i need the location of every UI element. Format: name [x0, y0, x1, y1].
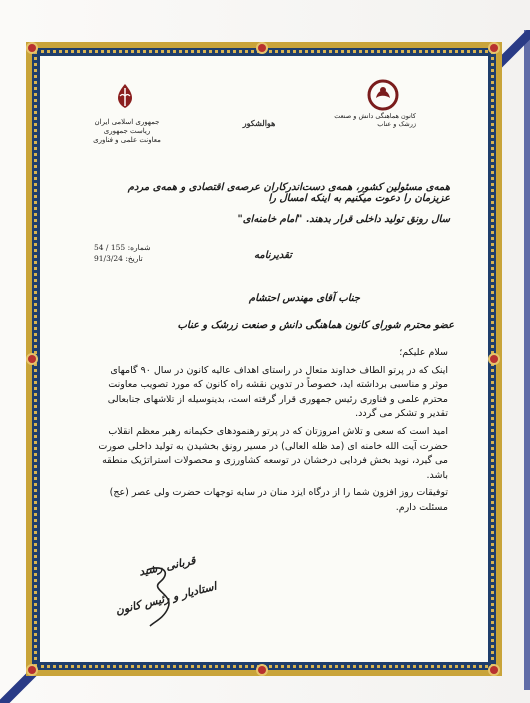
date-value: 91/3/24 — [94, 254, 123, 263]
letter-body — [92, 346, 448, 519]
number-value: 155 / 54 — [94, 243, 126, 252]
ornament-icon — [490, 44, 498, 52]
greeting: سلام علیکم؛ — [399, 347, 448, 358]
document-meta — [94, 242, 182, 264]
body-paragraph-3: توفیقات روز افزون شما را از درگاه ایزد منان در سایه توجهات حضرت ولی عصر (عج) مسئلت دارم. — [109, 487, 448, 513]
association-name: کانون هماهنگی دانش و صنعت زرشک و عناب — [334, 112, 416, 128]
number-label: شماره: — [127, 243, 151, 252]
country-line: جمهوری اسلامی ایران — [94, 118, 160, 126]
addressee-role: عضو محترم شورای کانون هماهنگی دانش و صنعت زرشک و عناب — [177, 320, 454, 331]
ornament-icon — [258, 44, 266, 52]
ornament-icon — [28, 355, 36, 363]
body-paragraph-2: امید است که سعی و تلاش امروزتان که در پرتو رهنمودهای حکیمانه رهبر معظم انقلاب حضرت آیت الله خامنه ای (مد ظله العالی) در مسیر رونق بخشیدن به تولید داخلی صورت می گیرد، نوید بخش فردایی درخشان در توسعه کشاورزی و محصولات استراتژیک منطقه باشد. — [98, 425, 448, 481]
ornament-icon — [490, 355, 498, 363]
ornament-icon — [28, 666, 36, 674]
number-row — [94, 242, 182, 253]
signatory-title: استادیار و رئیس کانون — [114, 579, 218, 618]
body-paragraph-1: اینک که در پرتو الطاف خداوند متعال در راستای اهداف عالیه کانون در سال ۹۰ گامهای موثر و مناسبی برداشته اید، خصوصاً در تدوین نقشه راه کانون که مورد تصویب معاونت محترم علمی و فناوری رئیس جمهوری قرار گرفته است، بدینوسیله از تلاشهای جنابعالی تقدیر و تشکر می گردد. — [107, 364, 448, 420]
deputy-line: معاونت علمی و فناوری — [93, 136, 161, 144]
presidency-line: ریاست جمهوری — [103, 127, 151, 135]
header-invocation: هوالشکور — [242, 118, 276, 128]
addressee-name: جناب آقای مهندس احتشام — [248, 293, 360, 304]
certificate-title: تقدیرنامه — [254, 250, 292, 261]
blue-folder-edge — [524, 30, 530, 690]
ornament-icon — [28, 44, 36, 52]
ornament-icon — [490, 666, 498, 674]
intro-line-1: همه‌ی مسئولین کشور، همه‌ی دست‌اندرکاران عرصه‌ی اقتصادی و همه‌ی مردم عزیزمان را دعوت میکنیم به اینکه امسال را — [127, 182, 450, 204]
signatory-name: قربانی رشید — [137, 553, 197, 579]
intro-line-2: سال رونق تولید داخلی قرار بدهند. "امام خامنه‌ای" — [237, 214, 450, 225]
association-logo-icon — [366, 78, 400, 112]
ornament-icon — [258, 666, 266, 674]
date-label: تاریخ: — [125, 254, 143, 263]
iran-emblem-icon — [112, 82, 138, 110]
government-header — [91, 118, 163, 145]
date-row — [94, 253, 182, 264]
